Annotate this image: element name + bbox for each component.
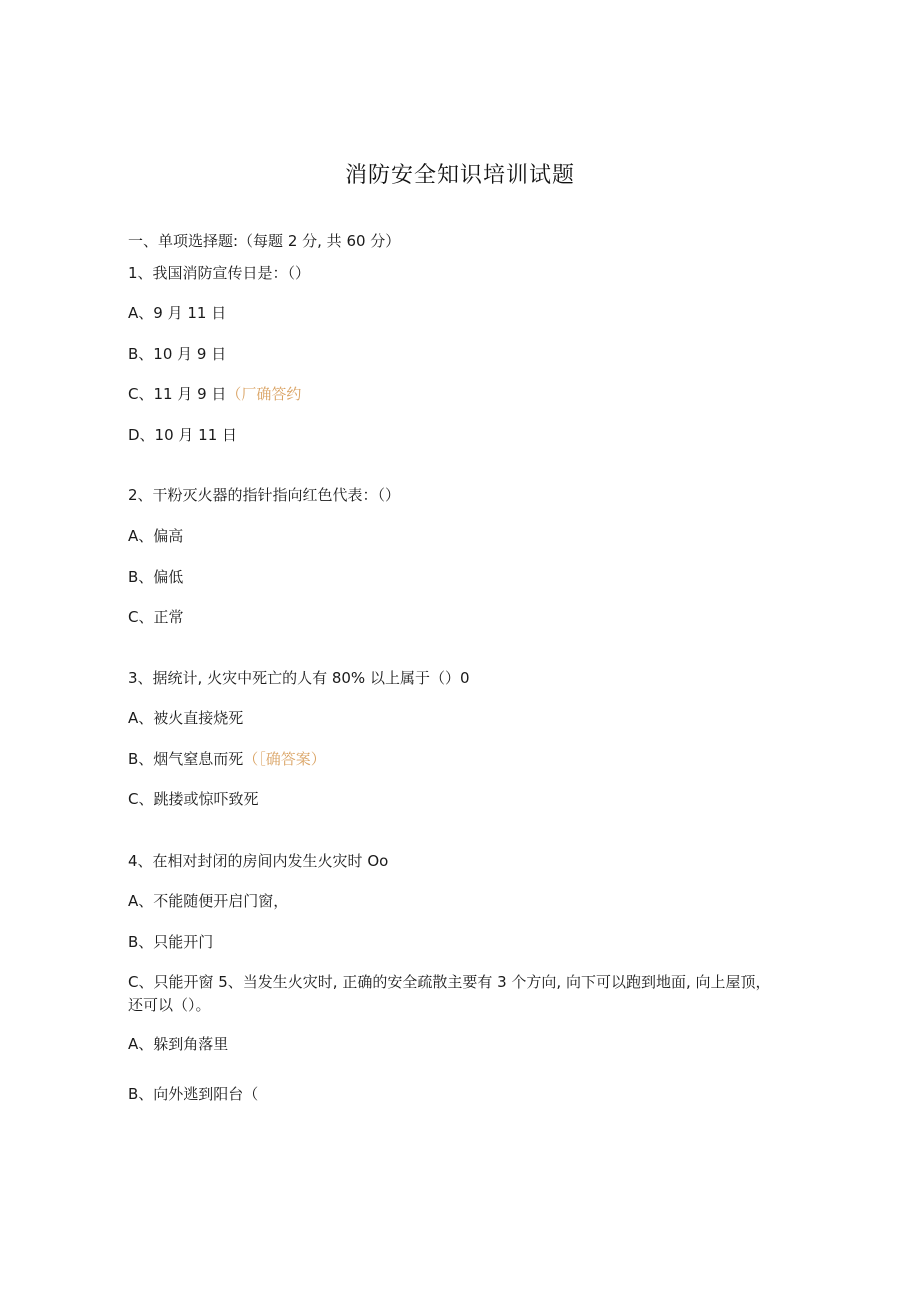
question-2-option-a: A、偏高: [128, 527, 184, 545]
page-title: 消防安全知识培训试题: [344, 163, 575, 188]
question-1-stem: 1、我国消防宣传日是：（）: [128, 264, 311, 282]
option-b-text: B、烟气窒息而死: [128, 750, 244, 768]
question-1-option-d: D、10 月 11 日: [128, 426, 238, 444]
section-heading: 一、单项选择题:（每题 2 分, 共 60 分）: [128, 232, 401, 250]
question-3-option-c: C、跳搂或惊吓致死: [128, 790, 259, 808]
question-1-option-b: B、10 月 9 日: [128, 345, 227, 363]
question-2-option-b: B、偏低: [128, 568, 184, 586]
option-c-text: C、11 月 9 日: [128, 385, 227, 403]
question-3-option-a: A、被火直接烧死: [128, 709, 244, 727]
question-3-stem: 3、据统计, 火灾中死亡的人有 80% 以上属于（）0: [128, 669, 470, 687]
question-2-option-c: C、正常: [128, 608, 184, 626]
question-4-option-c-and-question-5-stem: C、只能开窗 5、当发生火灾时, 正确的安全疏散主要有 3 个方向, 向下可以跑到地面, 向上屋顶，还可以（）。: [128, 973, 771, 1014]
question-4-stem: 4、在相对封闭的房间内发生火灾时 Oo: [128, 852, 389, 870]
question-4-option-a: A、不能随便开启门窗，: [128, 892, 289, 910]
question-1-option-a: A、9 月 11 日: [128, 304, 227, 322]
question-5-option-b: B、向外逃到阳台（: [128, 1085, 259, 1103]
question-4-option-b: B、只能开门: [128, 933, 214, 951]
question-5-option-a: A、躲到角落里: [128, 1035, 229, 1053]
question-3-option-b: [128, 748, 326, 771]
answer-mark: （厂确答约: [226, 385, 302, 403]
answer-mark: （［确答案）: [243, 750, 326, 768]
question-1-option-c: [128, 383, 301, 406]
question-2-stem: 2、干粉灭火器的指针指向红色代表：（）: [128, 486, 401, 504]
